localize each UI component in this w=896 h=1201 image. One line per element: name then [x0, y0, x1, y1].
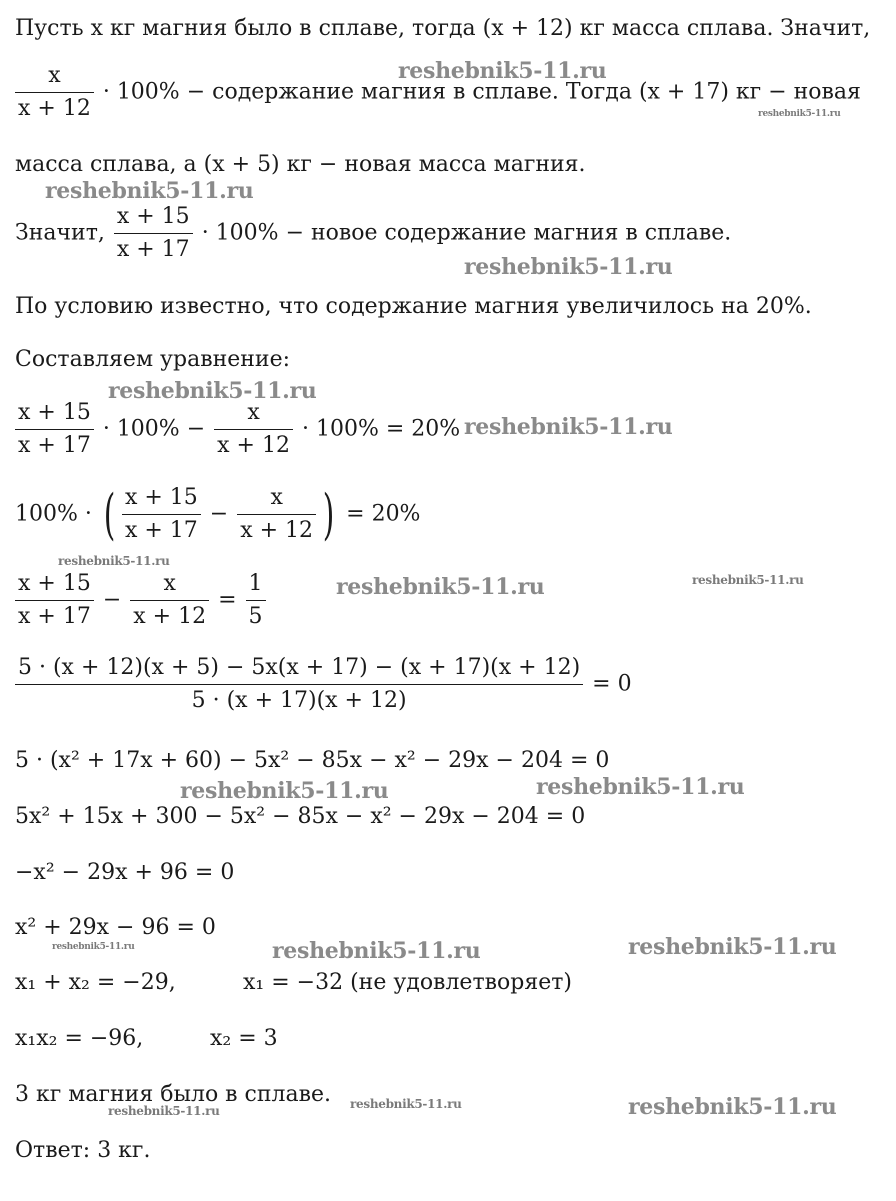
watermark: reshebnik5-11.ru [272, 938, 481, 964]
minus-sign: − [102, 587, 122, 613]
root-1: x₁ = −32 (не удовлетворяет) [243, 970, 572, 995]
equation-9-right [243, 972, 572, 994]
fraction-denominator: x + 12 [240, 517, 314, 543]
fraction-denominator: x + 12 [133, 603, 207, 629]
watermark: reshebnik5-11.ru [464, 254, 673, 280]
fraction-denominator: 5 [248, 603, 263, 629]
text-line-3 [15, 154, 586, 176]
watermark: reshebnik5-11.ru [536, 774, 745, 800]
watermark: reshebnik5-11.ru [58, 554, 170, 568]
fraction [237, 486, 316, 543]
fraction-numerator: x [214, 401, 293, 430]
fraction-numerator: 5 · (x + 12)(x + 5) − 5x(x + 17) − (x + 17)(x + 12) [15, 656, 583, 685]
vieta-product: x₁x₂ = −96, [15, 1026, 144, 1051]
equals-sign: = [218, 587, 237, 613]
line-3-text: масса сплава, а (x + 5) кг − новая масса магния. [15, 152, 586, 177]
fraction [15, 572, 94, 629]
equation-2 [15, 482, 421, 546]
equation-6-text: 5x² + 15x + 300 − 5x² − 85x − x² − 29x − 204 = 0 [15, 804, 586, 829]
equation-7-text: −x² − 29x + 96 = 0 [15, 860, 235, 885]
watermark: reshebnik5-11.ru [350, 1097, 462, 1111]
watermark: reshebnik5-11.ru [108, 378, 317, 404]
watermark: reshebnik5-11.ru [692, 573, 804, 587]
fraction-numerator: x [130, 572, 209, 601]
watermark: reshebnik5-11.ru [336, 574, 545, 600]
fraction-denominator: x + 17 [116, 236, 190, 262]
text-line-6 [15, 349, 290, 371]
equation-4 [13, 656, 632, 713]
equation-1 [13, 401, 460, 458]
equation-4-end: = 0 [592, 671, 632, 697]
equation-9-left [15, 972, 176, 994]
fraction [214, 401, 293, 458]
watermark: reshebnik5-11.ru [758, 109, 841, 119]
equation-10-right [210, 1028, 278, 1050]
fraction-numerator: 1 [246, 572, 266, 601]
watermark: reshebnik5-11.ru [628, 1094, 837, 1120]
fraction-numerator: x + 15 [15, 572, 94, 601]
equation-1-end: · 100% = 20% [301, 416, 461, 442]
line-4-text: · 100% − новое содержание магния в сплаве. [201, 220, 732, 246]
watermark: reshebnik5-11.ru [108, 1104, 220, 1118]
equation-5-text: 5 · (x² + 17x + 60) − 5x² − 85x − x² − 29x − 204 = 0 [15, 748, 610, 773]
watermark: reshebnik5-11.ru [398, 58, 607, 84]
equation-10-left [15, 1028, 143, 1050]
equation-8 [15, 917, 216, 939]
watermark: reshebnik5-11.ru [628, 934, 837, 960]
fraction-numerator: x [237, 486, 316, 515]
root-2: x₂ = 3 [210, 1026, 278, 1051]
fraction-numerator: x + 15 [122, 486, 201, 515]
equation-6 [15, 806, 585, 828]
minus-sign: − [209, 501, 229, 527]
line-1-text: Пусть x кг магния было в сплаве, тогда (x + 12) кг масса сплава. Значит, [15, 16, 871, 41]
conclusion-text: 3 кг магния было в сплаве. [15, 1082, 332, 1107]
fraction-numerator: x + 15 [15, 401, 94, 430]
fraction-denominator: x + 17 [124, 517, 198, 543]
line-2-text: · 100% − содержание магния в сплаве. Тогда (x + 17) кг − новая [102, 79, 861, 105]
fraction-denominator: x + 17 [18, 432, 91, 458]
equation-2-prefix: 100% · [15, 501, 92, 527]
equation-5 [15, 750, 609, 772]
fraction [246, 572, 266, 629]
text-line-1 [15, 18, 870, 40]
fraction-numerator: x [15, 64, 94, 93]
watermark: reshebnik5-11.ru [180, 778, 389, 804]
line-6-text: Составляем уравнение: [15, 347, 291, 372]
fraction [15, 401, 94, 458]
fraction-denominator: x + 12 [217, 432, 290, 458]
watermark: reshebnik5-11.ru [45, 178, 254, 204]
fraction-denominator: x + 12 [18, 95, 91, 121]
fraction-numerator: x + 15 [114, 205, 193, 234]
vieta-sum: x₁ + x₂ = −29, [15, 970, 176, 995]
answer-text: Ответ: 3 кг. [15, 1138, 151, 1163]
equation-2-end: = 20% [346, 501, 421, 527]
equation-8-text: x² + 29x − 96 = 0 [15, 915, 216, 940]
line-5-text: По условию известно, что содержание магния увеличилось на 20%. [15, 294, 812, 319]
fraction [122, 486, 201, 543]
right-parenthesis: ) [322, 482, 335, 546]
equation-1-middle: · 100% − [102, 416, 206, 442]
fraction [130, 572, 209, 629]
equation-7 [15, 862, 234, 884]
conclusion-line [15, 1084, 331, 1106]
answer-line [15, 1140, 150, 1162]
fraction-x-over-x12 [15, 64, 94, 121]
fraction-denominator: 5 · (x + 17)(x + 12) [191, 687, 407, 713]
left-parenthesis: ( [103, 482, 116, 546]
line-4-prefix: Значит, [15, 220, 105, 246]
fraction [15, 656, 583, 713]
fraction-x15-over-x17 [114, 205, 193, 262]
equation-3 [13, 572, 268, 629]
text-line-5 [15, 296, 812, 318]
watermark: reshebnik5-11.ru [464, 414, 673, 440]
watermark: reshebnik5-11.ru [52, 942, 135, 952]
fraction-denominator: x + 17 [18, 603, 91, 629]
